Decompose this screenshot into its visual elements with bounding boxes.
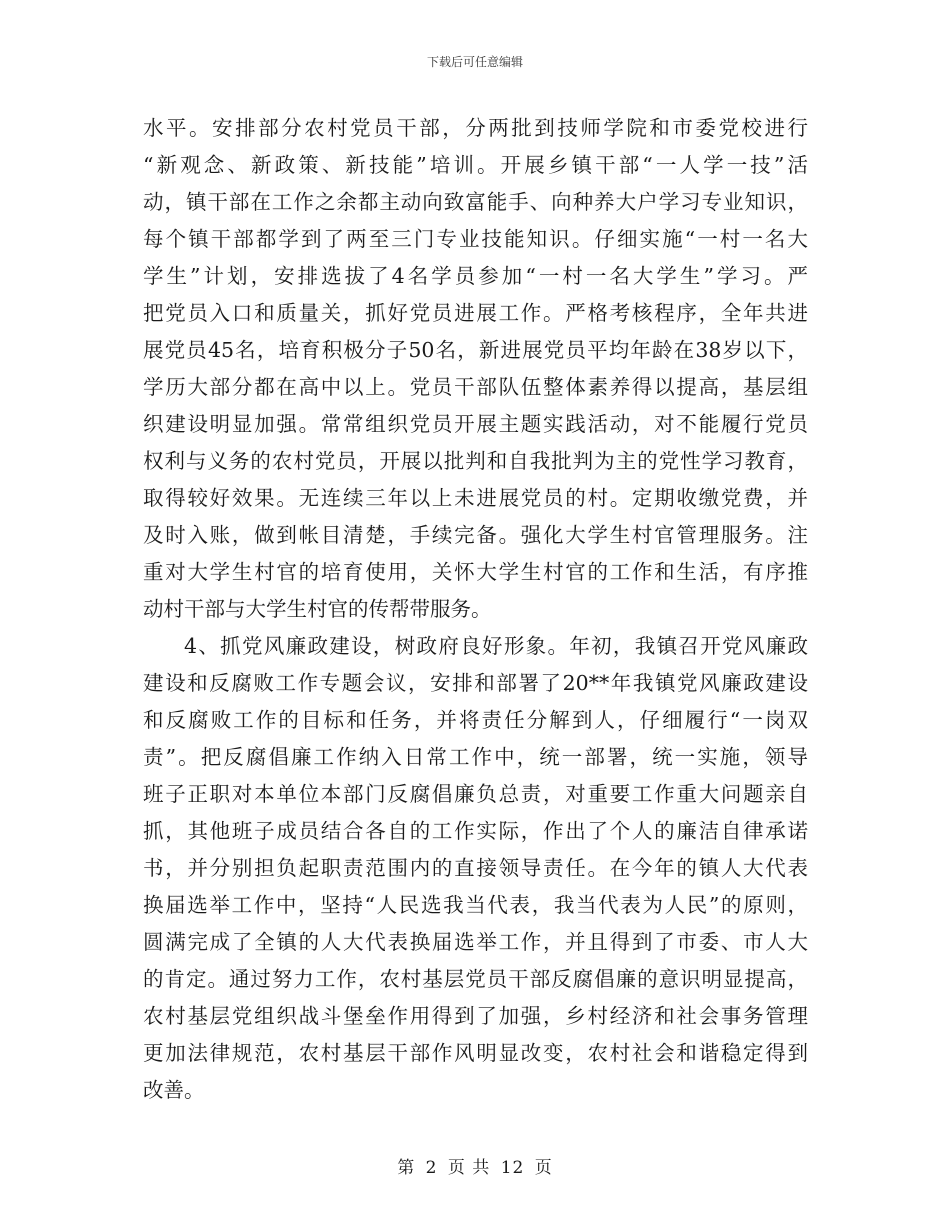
- paragraph-2-line-7: 书，并分别担负起职责范围内的直接领导责任。在今年的镇人大代表: [143, 856, 808, 880]
- paragraph-1-line-5: 学生”计划，安排选拔了4名学员参加“一村一名大学生”学习。严: [143, 264, 808, 288]
- footer-current-page: 2: [425, 1158, 438, 1178]
- paragraph-2-line-13: 改善。: [143, 1078, 205, 1102]
- paragraph-1-line-11: 取得较好效果。无连续三年以上未进展党员的村。定期收缴党费，并: [143, 486, 808, 510]
- footer-total-pages: 12: [500, 1158, 525, 1178]
- paragraph-1-line-13: 重对大学生村官的培育使用，关怀大学生村官的工作和生活，有序推: [143, 560, 808, 584]
- paragraph-2-line-1: 4、抓党风廉政建设，树政府良好形象。年初，我镇召开党风廉政: [184, 634, 808, 658]
- paragraph-2-line-4: 责”。把反腐倡廉工作纳入日常工作中，统一部署，统一实施，领导: [143, 745, 808, 769]
- paragraph-1-line-7: 展党员45名，培育积极分子50名，新进展党员平均年龄在38岁以下，: [143, 338, 808, 362]
- paragraph-1-line-10: 权利与义务的农村党员，开展以批判和自我批判为主的党性学习教育，: [143, 449, 808, 473]
- paragraph-2-line-11: 农村基层党组织战斗堡垒作用得到了加强，乡村经济和社会事务管理: [143, 1004, 808, 1028]
- paragraph-2-line-5: 班子正职对本单位本部门反腐倡廉负总责，对重要工作重大问题亲自: [143, 782, 808, 806]
- paragraph-1-line-8: 学历大部分都在高中以上。党员干部队伍整体素养得以提高，基层组: [143, 375, 808, 399]
- paragraph-2-line-3: 和反腐败工作的目标和任务，并将责任分解到人，仔细履行“一岗双: [143, 708, 808, 732]
- footer-suffix: 页: [534, 1158, 553, 1178]
- paragraph-1-line-1: 水平。安排部分农村党员干部，分两批到技师学院和市委党校进行: [143, 116, 808, 140]
- paragraph-1-line-12: 及时入账，做到帐目清楚，手续完备。强化大学生村官管理服务。注: [143, 523, 808, 547]
- footer-middle: 页 共: [447, 1158, 491, 1178]
- paragraph-1-line-14: 动村干部与大学生村官的传帮带服务。: [143, 597, 492, 621]
- paragraph-2-line-10: 的肯定。通过努力工作，农村基层党员干部反腐倡廉的意识明显提高，: [143, 967, 808, 991]
- paragraph-1-line-6: 把党员入口和质量关，抓好党员进展工作。严格考核程序，全年共进: [143, 301, 808, 325]
- paragraph-2-line-9: 圆满完成了全镇的人大代表换届选举工作，并且得到了市委、市人大: [143, 930, 808, 954]
- paragraph-1-line-3: 动，镇干部在工作之余都主动向致富能手、向种养大户学习专业知识，: [143, 190, 808, 214]
- paragraph-1-line-4: 每个镇干部都学到了两至三门专业技能知识。仔细实施“一村一名大: [143, 227, 808, 251]
- page-number-footer: [0, 1153, 950, 1178]
- paragraph-1-line-2: “新观念、新政策、新技能”培训。开展乡镇干部“一人学一技”活: [143, 153, 808, 177]
- paragraph-2-line-8: 换届选举工作中，坚持“人民选我当代表，我当代表为人民”的原则，: [143, 893, 808, 917]
- paragraph-2-line-12: 更加法律规范，农村基层干部作风明显改变，农村社会和谐稳定得到: [143, 1041, 808, 1065]
- footer-prefix: 第: [397, 1158, 416, 1178]
- paragraph-1-line-9: 织建设明显加强。常常组织党员开展主题实践活动，对不能履行党员: [143, 412, 808, 436]
- paragraph-2-line-6: 抓，其他班子成员结合各自的工作实际，作出了个人的廉洁自律承诺: [143, 819, 808, 843]
- page-header-note: 下载后可任意编辑: [426, 55, 523, 69]
- paragraph-2-line-2: 建设和反腐败工作专题会议，安排和部署了20**年我镇党风廉政建设: [143, 671, 808, 695]
